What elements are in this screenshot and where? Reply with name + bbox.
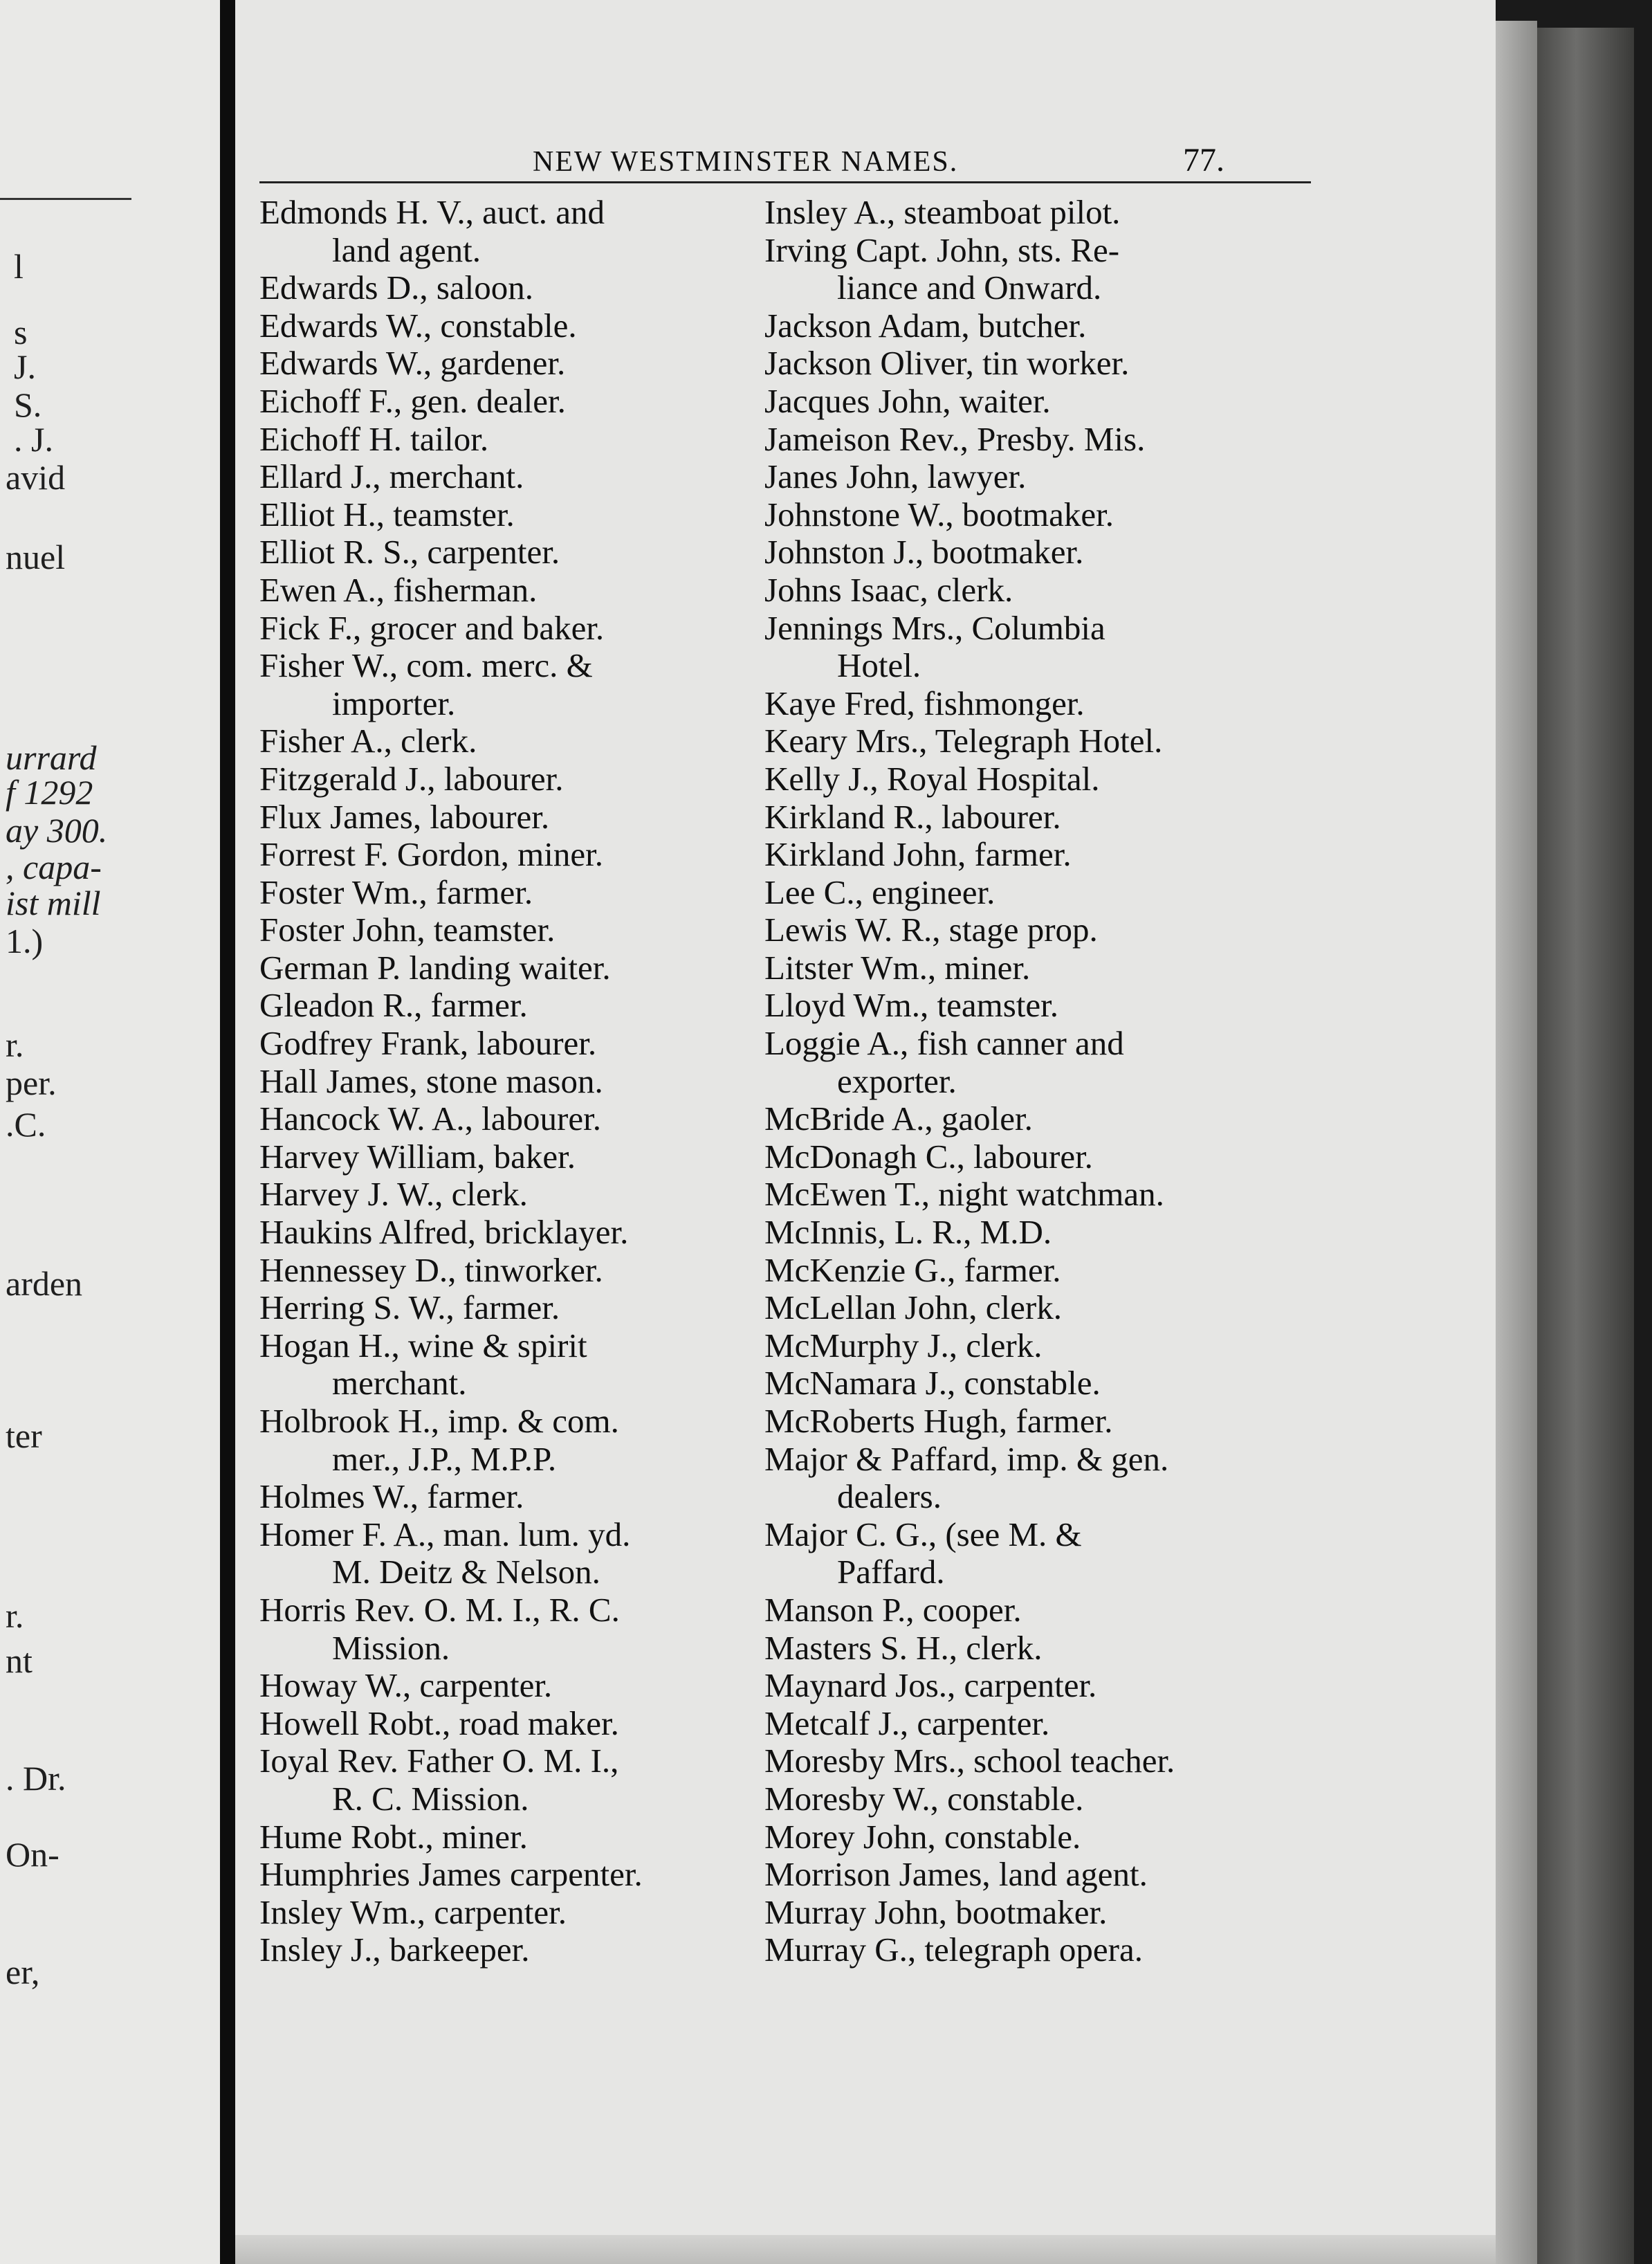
facing-page-fragment: urrard bbox=[6, 738, 97, 777]
facing-page-fragment: S. bbox=[14, 385, 42, 424]
facing-page-fragment: . J. bbox=[14, 420, 53, 459]
running-title: NEW WESTMINSTER NAMES. bbox=[533, 146, 959, 178]
page-bottom-edge bbox=[235, 2235, 1496, 2264]
entry-line: McInnis, L. R., M.D. bbox=[764, 1213, 1052, 1252]
directory-entry bbox=[764, 1025, 1276, 1100]
entry-line: Loggie A., fish canner and bbox=[764, 1024, 1124, 1063]
directory-entry bbox=[259, 1214, 771, 1252]
facing-page-fragment: On- bbox=[6, 1835, 59, 1874]
entry-continuation-line: Mission. bbox=[332, 1628, 450, 1667]
entry-line: Irving Capt. John, sts. Re- bbox=[764, 230, 1120, 269]
entry-line: Murray John, bootmaker. bbox=[764, 1892, 1108, 1931]
entry-line: Ellard J., merchant. bbox=[259, 457, 524, 496]
entry-line: Homer F. A., man. lum. yd. bbox=[259, 1515, 631, 1553]
directory-entry bbox=[259, 307, 771, 345]
entry-line: Ioyal Rev. Father O. M. I., bbox=[259, 1742, 619, 1780]
facing-page-fragment: ay 300. bbox=[6, 811, 108, 850]
entry-line: Edwards W., gardener. bbox=[259, 344, 566, 383]
entry-line: Keary Mrs., Telegraph Hotel. bbox=[764, 722, 1163, 760]
entry-line: McLellan John, clerk. bbox=[764, 1288, 1062, 1327]
directory-entry bbox=[259, 949, 771, 987]
entry-line: Edwards D., saloon. bbox=[259, 268, 534, 307]
facing-page-fragment: J. bbox=[14, 347, 36, 386]
directory-entry bbox=[764, 836, 1276, 874]
entry-continuation-line: importer. bbox=[332, 684, 456, 722]
directory-entry bbox=[764, 421, 1276, 459]
directory-entry bbox=[764, 1327, 1276, 1365]
entry-line: Jennings Mrs., Columbia bbox=[764, 608, 1105, 647]
directory-entry bbox=[259, 1856, 771, 1894]
names-column-right bbox=[764, 194, 1276, 1969]
entry-continuation-line: liance and Onward. bbox=[837, 268, 1102, 307]
directory-entry bbox=[764, 1818, 1276, 1856]
directory-entry bbox=[259, 722, 771, 760]
directory-entry bbox=[764, 1856, 1276, 1894]
directory-entry bbox=[259, 1327, 771, 1403]
entry-line: Fitzgerald J., labourer. bbox=[259, 759, 564, 798]
entry-line: Major C. G., (see M. & bbox=[764, 1515, 1082, 1553]
page-number: 77. bbox=[1183, 142, 1224, 179]
directory-entry bbox=[259, 1100, 771, 1138]
directory-page bbox=[235, 0, 1496, 2264]
directory-entry bbox=[259, 1667, 771, 1705]
directory-entry bbox=[764, 572, 1276, 610]
entry-continuation-line: dealers. bbox=[837, 1477, 942, 1516]
entry-line: Fisher A., clerk. bbox=[259, 722, 477, 760]
directory-entry bbox=[259, 1025, 771, 1063]
directory-entry bbox=[764, 987, 1276, 1025]
entry-continuation-line: M. Deitz & Nelson. bbox=[332, 1553, 600, 1591]
entry-line: Johns Isaac, clerk. bbox=[764, 570, 1013, 609]
directory-entry bbox=[764, 1289, 1276, 1327]
directory-entry bbox=[259, 760, 771, 798]
page-shadow bbox=[1496, 21, 1537, 2264]
facing-page-fragment: nuel bbox=[6, 538, 66, 576]
directory-entry bbox=[259, 836, 771, 874]
entry-line: Masters S. H., clerk. bbox=[764, 1628, 1043, 1667]
entry-line: Howay W., carpenter. bbox=[259, 1666, 553, 1705]
facing-page-rule bbox=[0, 198, 131, 200]
directory-entry bbox=[764, 949, 1276, 987]
entry-line: Insley A., steamboat pilot. bbox=[764, 193, 1121, 231]
entry-line: Lloyd Wm., teamster. bbox=[764, 986, 1059, 1025]
entry-line: Herring S. W., farmer. bbox=[259, 1288, 560, 1327]
directory-entry bbox=[764, 345, 1276, 383]
entry-line: Humphries James carpenter. bbox=[259, 1855, 643, 1894]
directory-entry bbox=[764, 1403, 1276, 1441]
entry-line: Haukins Alfred, bricklayer. bbox=[259, 1213, 629, 1252]
entry-line: Insley J., barkeeper. bbox=[259, 1930, 530, 1969]
directory-entry bbox=[764, 1591, 1276, 1629]
directory-entry bbox=[259, 345, 771, 383]
facing-page-fragment: r. bbox=[6, 1596, 24, 1635]
directory-entry bbox=[764, 722, 1276, 760]
page-header bbox=[235, 136, 1496, 184]
directory-entry bbox=[259, 1478, 771, 1516]
entry-line: Ewen A., fisherman. bbox=[259, 570, 538, 609]
entry-line: Hennessey D., tinworker. bbox=[259, 1250, 603, 1289]
directory-entry bbox=[764, 911, 1276, 949]
directory-entry bbox=[764, 1516, 1276, 1591]
entry-line: Gleadon R., farmer. bbox=[259, 986, 528, 1025]
entry-continuation-line: mer., J.P., M.P.P. bbox=[332, 1439, 557, 1478]
entry-line: Jacques John, waiter. bbox=[764, 381, 1051, 420]
directory-entry bbox=[764, 232, 1276, 307]
header-rule bbox=[259, 181, 1311, 183]
entry-line: Jackson Oliver, tin worker. bbox=[764, 344, 1130, 383]
directory-entry bbox=[764, 307, 1276, 345]
directory-entry bbox=[764, 458, 1276, 496]
facing-page-fragment: r. bbox=[6, 1025, 24, 1064]
directory-entry bbox=[764, 1252, 1276, 1290]
facing-page-fragment: 1.) bbox=[6, 922, 44, 960]
facing-page bbox=[0, 0, 220, 2264]
directory-entry bbox=[259, 1591, 771, 1667]
entry-line: Major & Paffard, imp. & gen. bbox=[764, 1439, 1169, 1478]
directory-entry bbox=[259, 1252, 771, 1290]
directory-entry bbox=[259, 911, 771, 949]
entry-line: Lewis W. R., stage prop. bbox=[764, 911, 1098, 949]
entry-line: Hall James, stone mason. bbox=[259, 1061, 603, 1100]
entry-line: Kelly J., Royal Hospital. bbox=[764, 759, 1100, 798]
entry-line: Harvey J. W., clerk. bbox=[259, 1175, 528, 1214]
entry-line: Hume Robt., miner. bbox=[259, 1817, 528, 1856]
entry-line: Edmonds H. V., auct. and bbox=[259, 193, 605, 231]
directory-entry bbox=[259, 1742, 771, 1818]
entry-line: Janes John, lawyer. bbox=[764, 457, 1027, 496]
directory-entry bbox=[259, 1705, 771, 1743]
facing-page-fragment: ter bbox=[6, 1416, 42, 1455]
page-stack-edge bbox=[1537, 28, 1634, 2264]
directory-entry bbox=[764, 1705, 1276, 1743]
entry-continuation-line: land agent. bbox=[332, 230, 481, 269]
directory-entry bbox=[259, 647, 771, 722]
entry-line: McDonagh C., labourer. bbox=[764, 1137, 1093, 1176]
directory-entry bbox=[764, 1441, 1276, 1516]
facing-page-fragment: er, bbox=[6, 1953, 40, 1991]
entry-line: Fick F., grocer and baker. bbox=[259, 608, 605, 647]
entry-line: Morey John, constable. bbox=[764, 1817, 1081, 1856]
directory-entry bbox=[764, 1100, 1276, 1138]
directory-entry bbox=[259, 1516, 771, 1591]
entry-line: McKenzie G., farmer. bbox=[764, 1250, 1061, 1289]
entry-continuation-line: R. C. Mission. bbox=[332, 1779, 529, 1818]
directory-entry bbox=[259, 1138, 771, 1176]
facing-page-fragment: avid bbox=[6, 458, 66, 497]
entry-line: Godfrey Frank, labourer. bbox=[259, 1024, 597, 1063]
directory-entry bbox=[259, 1818, 771, 1856]
facing-page-fragment: nt bbox=[6, 1641, 33, 1680]
directory-entry bbox=[764, 874, 1276, 912]
facing-page-fragment: l bbox=[14, 247, 24, 286]
entry-continuation-line: Hotel. bbox=[837, 646, 921, 685]
entry-line: Lee C., engineer. bbox=[764, 873, 995, 911]
entry-line: Eichoff H. tailor. bbox=[259, 419, 489, 458]
directory-entry bbox=[259, 533, 771, 572]
directory-entry bbox=[259, 458, 771, 496]
entry-line: Eichoff F., gen. dealer. bbox=[259, 381, 566, 420]
entry-line: McEwen T., night watchman. bbox=[764, 1175, 1164, 1214]
entry-line: Forrest F. Gordon, miner. bbox=[259, 835, 603, 874]
entry-line: Holmes W., farmer. bbox=[259, 1477, 524, 1516]
entry-continuation-line: exporter. bbox=[837, 1061, 957, 1100]
entry-continuation-line: merchant. bbox=[332, 1364, 467, 1403]
facing-page-fragment: per. bbox=[6, 1063, 57, 1102]
entry-line: Flux James, labourer. bbox=[259, 797, 550, 836]
entry-line: Metcalf J., carpenter. bbox=[764, 1704, 1050, 1742]
entry-line: Holbrook H., imp. & com. bbox=[259, 1402, 619, 1440]
entry-line: Murray G., telegraph opera. bbox=[764, 1930, 1143, 1969]
directory-entry bbox=[259, 572, 771, 610]
directory-entry bbox=[764, 533, 1276, 572]
entry-line: Fisher W., com. merc. & bbox=[259, 646, 593, 685]
entry-line: McBride A., gaoler. bbox=[764, 1099, 1033, 1138]
entry-line: Jameison Rev., Presby. Mis. bbox=[764, 419, 1146, 458]
entry-line: Moresby W., constable. bbox=[764, 1779, 1084, 1818]
directory-entry bbox=[259, 1289, 771, 1327]
directory-entry bbox=[259, 1931, 771, 1969]
directory-entry bbox=[259, 496, 771, 534]
facing-page-fragment: arden bbox=[6, 1264, 83, 1303]
facing-page-fragment: s bbox=[14, 313, 28, 352]
directory-entry bbox=[259, 383, 771, 421]
entry-line: Manson P., cooper. bbox=[764, 1590, 1022, 1629]
entry-line: Kaye Fred, fishmonger. bbox=[764, 684, 1085, 722]
directory-entry bbox=[259, 269, 771, 307]
directory-entry bbox=[259, 1894, 771, 1932]
entry-continuation-line: Paffard. bbox=[837, 1553, 945, 1591]
directory-entry bbox=[764, 1894, 1276, 1932]
entry-line: Kirkland R., labourer. bbox=[764, 797, 1061, 836]
facing-page-fragment: .C. bbox=[6, 1105, 46, 1144]
entry-line: McRoberts Hugh, farmer. bbox=[764, 1402, 1113, 1440]
entry-line: Moresby Mrs., school teacher. bbox=[764, 1742, 1175, 1780]
entry-line: Maynard Jos., carpenter. bbox=[764, 1666, 1097, 1705]
directory-entry bbox=[764, 798, 1276, 837]
directory-entry bbox=[764, 1780, 1276, 1818]
directory-entry bbox=[764, 1667, 1276, 1705]
directory-entry bbox=[764, 1176, 1276, 1214]
entry-line: Hancock W. A., labourer. bbox=[259, 1099, 601, 1138]
entry-line: Litster Wm., miner. bbox=[764, 948, 1031, 987]
facing-page-fragment: , capa- bbox=[6, 848, 102, 886]
directory-entry bbox=[259, 610, 771, 648]
directory-entry bbox=[764, 1364, 1276, 1403]
entry-line: Foster John, teamster. bbox=[259, 911, 556, 949]
entry-line: Kirkland John, farmer. bbox=[764, 835, 1072, 874]
names-column-left bbox=[259, 194, 771, 1969]
entry-line: Howell Robt., road maker. bbox=[259, 1704, 619, 1742]
directory-entry bbox=[259, 1063, 771, 1101]
directory-entry bbox=[764, 1629, 1276, 1668]
directory-entry bbox=[764, 1138, 1276, 1176]
directory-entry bbox=[764, 1742, 1276, 1780]
entry-line: Morrison James, land agent. bbox=[764, 1855, 1148, 1894]
facing-page-fragment: f 1292 bbox=[6, 773, 93, 812]
entry-line: Elliot R. S., carpenter. bbox=[259, 533, 560, 572]
directory-entry bbox=[259, 874, 771, 912]
directory-entry bbox=[259, 421, 771, 459]
entry-line: German P. landing waiter. bbox=[259, 948, 611, 987]
directory-entry bbox=[764, 383, 1276, 421]
directory-entry bbox=[259, 1176, 771, 1214]
directory-entry bbox=[764, 496, 1276, 534]
directory-entry bbox=[259, 798, 771, 837]
entry-line: Insley Wm., carpenter. bbox=[259, 1892, 567, 1931]
entry-line: McMurphy J., clerk. bbox=[764, 1326, 1043, 1364]
entry-line: McNamara J., constable. bbox=[764, 1364, 1101, 1403]
facing-page-fragment: . Dr. bbox=[6, 1759, 66, 1798]
directory-entry bbox=[764, 760, 1276, 798]
directory-entry bbox=[259, 1403, 771, 1478]
directory-entry bbox=[764, 685, 1276, 723]
directory-entry bbox=[259, 194, 771, 269]
facing-page-fragment: ist mill bbox=[6, 884, 101, 922]
entry-line: Horris Rev. O. M. I., R. C. bbox=[259, 1590, 620, 1629]
book-gutter bbox=[220, 0, 235, 2264]
entry-line: Foster Wm., farmer. bbox=[259, 873, 533, 911]
directory-entry bbox=[764, 1931, 1276, 1969]
entry-line: Johnston J., bootmaker. bbox=[764, 533, 1084, 572]
directory-entry bbox=[764, 1214, 1276, 1252]
entry-line: Jackson Adam, butcher. bbox=[764, 306, 1087, 345]
entry-line: Hogan H., wine & spirit bbox=[259, 1326, 587, 1364]
entry-line: Edwards W., constable. bbox=[259, 306, 577, 345]
entry-line: Johnstone W., bootmaker. bbox=[764, 495, 1114, 533]
entry-line: Harvey William, baker. bbox=[259, 1137, 576, 1176]
entry-line: Elliot H., teamster. bbox=[259, 495, 515, 533]
directory-entry bbox=[764, 610, 1276, 685]
directory-entry bbox=[259, 987, 771, 1025]
directory-entry bbox=[764, 194, 1276, 232]
